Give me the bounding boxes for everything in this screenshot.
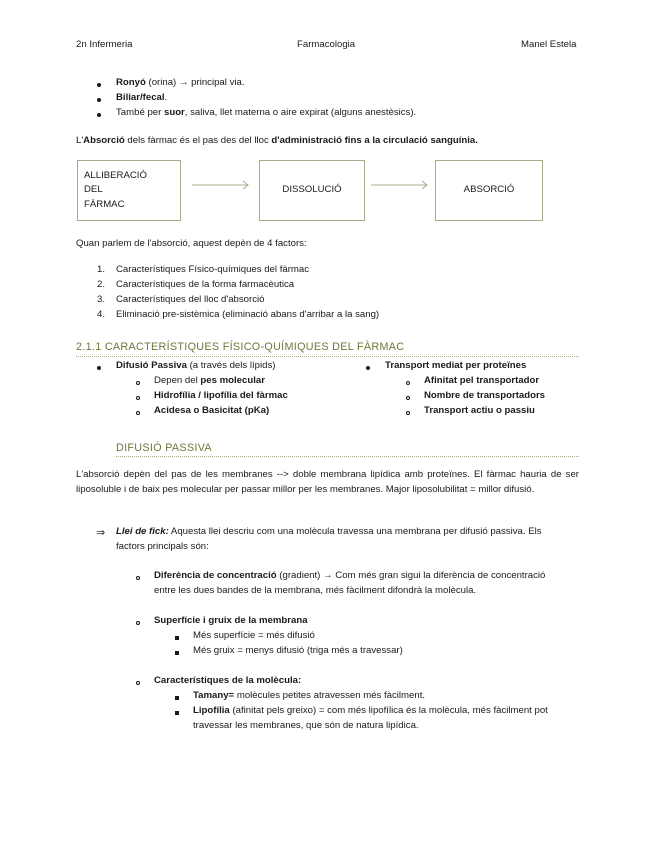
right-item: Nombre de transportadors (424, 390, 546, 401)
sub-bullet-icon (136, 411, 140, 415)
sub-bullet-icon (406, 411, 410, 415)
section-rule (76, 356, 579, 357)
diagram-box-dissolution: DISSOLUCIÓ (259, 160, 365, 221)
sub-bullet-icon (406, 396, 410, 400)
fick-law-line2: factors principals són: (116, 541, 209, 552)
factor-num: 4. (97, 309, 106, 320)
diagram-box-release: ALLIBERACIÓ DEL FÀRMAC (77, 160, 181, 221)
bullet-icon (97, 83, 101, 87)
left-item: Hidrofília / lipofília del fàrmac (154, 390, 288, 401)
header-center: Farmacologia (297, 39, 356, 50)
factor-num: 1. (97, 264, 106, 275)
factor-item: Característiques de la forma farmacèutica (116, 279, 295, 290)
square-bullet-icon (175, 651, 179, 655)
square-bullet-icon (175, 636, 179, 640)
factor-item: Característiques del lloc d'absorció (116, 294, 265, 305)
square-bullet-icon (175, 696, 179, 700)
header-left: 2n Infermeria (76, 39, 133, 50)
sub-bullet-icon (136, 576, 140, 580)
molecule-lipo-line1: Lipofília (afinitat pels greixo) = com més lipofílica és la molècula, més fàcilment pot (193, 705, 548, 716)
concentration-line1: Diferència de concentració (gradient) → Com més gran sigui la diferència de concentració (154, 570, 546, 581)
molecule-head: Característiques de la molècula: (154, 675, 302, 686)
factor-item: Característiques Físico-químiques del fàrmac (116, 264, 310, 275)
bullet-sweat: També per suor, saliva, llet materna o aire expirat (alguns anestèsics). (116, 107, 417, 118)
square-bullet-icon (175, 711, 179, 715)
arrow-icon (190, 180, 252, 190)
surface-head: Superfície i gruix de la membrana (154, 615, 308, 626)
molecule-size: Tamany= molècules petites atravessen més fàcilment. (193, 690, 426, 701)
sub-bullet-icon (136, 396, 140, 400)
bullet-icon (366, 366, 370, 370)
sub-bullet-icon (136, 381, 140, 385)
bullet-biliar: Biliar/fecal. (116, 92, 168, 103)
sub-bullet-icon (136, 621, 140, 625)
fick-law-line1: Llei de fick: Aquesta llei descriu com una molècula travessa una membrana per difusió passiva. Els (116, 526, 542, 537)
passive-diffusion-paragraph: L'absorció depèn del pas de les membranes --> doble membrana lipídica amb proteïnes. El fàrmac hauria de ser liposoluble i de baix pes molecular per passar millor per les membranes. Major liposolubilitat = millor difusió. (76, 469, 579, 495)
bullet-icon (97, 113, 101, 117)
subsection-title: DIFUSIÓ PASSIVA (116, 442, 212, 454)
molecule-lipo-line2: travessar les membranes, que són de natura lipídica. (193, 720, 419, 731)
factors-intro: Quan parlem de l'absorció, aquest depèn de 4 factors: (76, 238, 307, 249)
protein-transport-head: Transport mediat per proteïnes (385, 360, 527, 371)
section-title: 2.1.1 CARACTERÍSTIQUES FÍSICO-QUÍMIQUES DEL FÀRMAC (76, 341, 405, 353)
bullet-icon (97, 366, 101, 370)
right-item: Afinitat pel transportador (424, 375, 540, 386)
absorption-definition: L'Absorció dels fàrmac és el pas des del lloc d'administració fins a la circulació sanguínia. (76, 135, 478, 146)
factor-num: 2. (97, 279, 106, 290)
factor-item: Eliminació pre-sistèmica (eliminació abans d'arribar a la sang) (116, 309, 380, 320)
bullet-icon (97, 98, 101, 102)
arrow-icon (369, 180, 431, 190)
concentration-line2: entre les dues bandes de la membrana, més fàcilment difondrà la molècula. (154, 585, 477, 596)
surface-item: Més superfície = més difusió (193, 630, 315, 641)
passive-diffusion-head: Difusió Passiva (a través dels lípids) (116, 360, 276, 371)
right-item: Transport actiu o passiu (424, 405, 535, 416)
diagram-box-absorption: ABSORCIÓ (435, 160, 543, 221)
factor-num: 3. (97, 294, 106, 305)
bullet-kidney: Ronyó (orina) → principal via. (116, 77, 245, 88)
header-right: Manel Estela (521, 39, 577, 50)
surface-item: Més gruix = menys difusió (triga més a travessar) (193, 645, 403, 656)
subsection-rule (116, 456, 579, 457)
left-item: Acidesa o Basicitat (pKa) (154, 405, 270, 416)
sub-bullet-icon (406, 381, 410, 385)
sub-bullet-icon (136, 681, 140, 685)
double-arrow-icon: ⇒ (96, 527, 106, 539)
left-item: Depen del pes molecular (154, 375, 265, 386)
